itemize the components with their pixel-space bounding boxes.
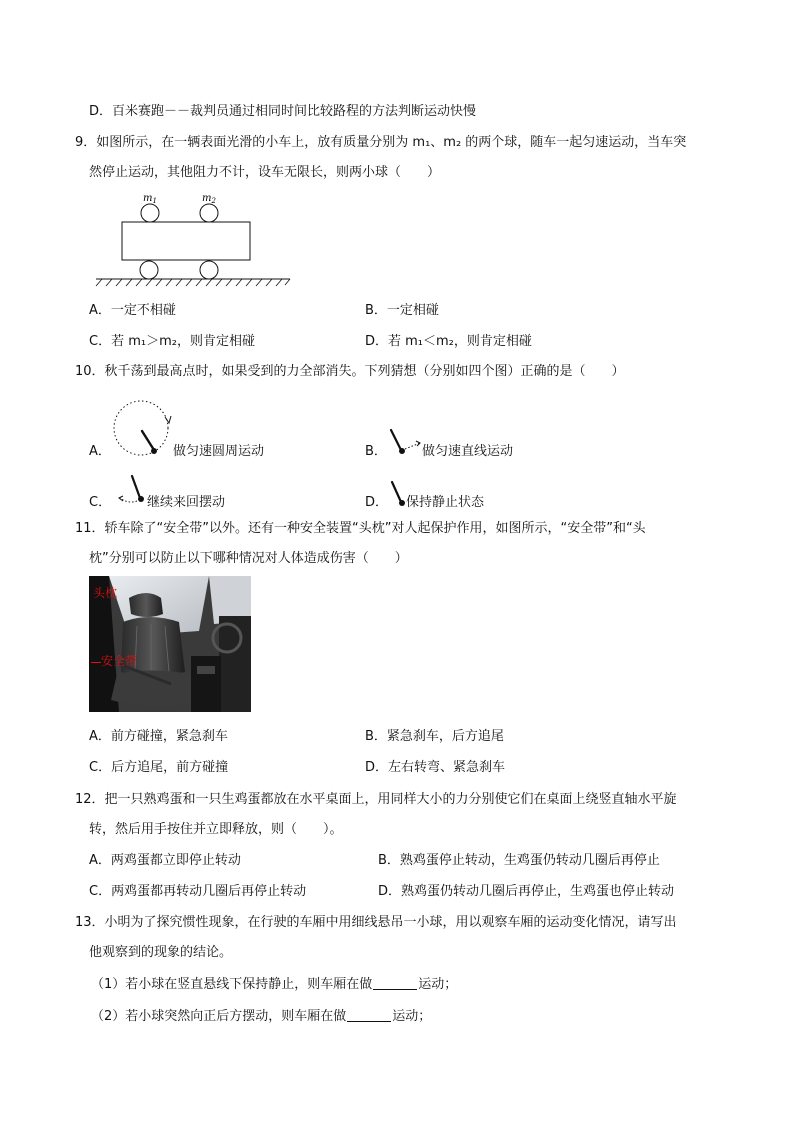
ground bbox=[96, 279, 290, 286]
q13-sub1-blank[interactable] bbox=[373, 976, 417, 990]
q9-option-a[interactable]: A．一定不相碰 bbox=[89, 303, 176, 318]
photo-label-seatbelt: 安全带 bbox=[101, 654, 138, 668]
q9-option-b[interactable]: B．一定相碰 bbox=[365, 303, 439, 318]
ball-m2-label: $m_2$ bbox=[202, 193, 216, 205]
q10-option-a-letter[interactable]: A． bbox=[89, 444, 111, 459]
q13-stem-line1: 13．小明为了探究惯性现象，在行驶的车厢中用细线悬吊一小球，用以观察车厢的运动变化情况，请写出 bbox=[75, 915, 677, 930]
ball-m1-label: $m_1$ bbox=[143, 193, 157, 205]
photo-label-seatbelt-line bbox=[91, 662, 101, 663]
car-seat-photo bbox=[89, 576, 251, 712]
wheel-right bbox=[200, 261, 218, 279]
q13-sub1 bbox=[91, 976, 457, 994]
q12-option-c[interactable]: C．两鸡蛋都再转动几圈后再停止转动 bbox=[89, 884, 307, 899]
photo-label-headrest: 头枕 bbox=[93, 586, 118, 600]
q9-stem-line1: 9．如图所示，在一辆表面光滑的小车上，放有质量分别为 m₁、m₂ 的两个球，随车一起匀速运动，当车突 bbox=[75, 135, 687, 150]
q13-sub2-before: （2）若小球突然向正后方摆动，则车厢在做 bbox=[91, 1009, 347, 1024]
q10-option-d-text: 保持静止状态 bbox=[406, 495, 485, 510]
q10-figure-a bbox=[112, 397, 174, 459]
q9-option-c[interactable]: C．若 m₁＞m₂，则肯定相碰 bbox=[89, 334, 255, 349]
q9-stem-line2: 然停止运动，其他阻力不计，设车无限长，则两小球（ ） bbox=[89, 165, 441, 180]
q12-stem-line1: 12．把一只熟鸡蛋和一只生鸡蛋都放在水平桌面上，用同样大小的力分别使它们在桌面上绕竖直轴水平旋 bbox=[75, 792, 677, 807]
q8-option-d: D．百米赛跑－－裁判员通过相同时间比较路程的方法判断运动快慢 bbox=[89, 104, 477, 119]
q11-stem-line2: 枕”分别可以防止以下哪种情况对人体造成伤害（ ） bbox=[89, 551, 408, 566]
q13-sub2 bbox=[91, 1008, 431, 1026]
q11-stem-line1: 11．轿车除了“安全带”以外。还有一种安全装置“头枕”对人起保护作用，如图所示，“安全带”和“头 bbox=[75, 521, 646, 536]
q13-sub1-after: 运动； bbox=[418, 977, 458, 992]
wheel-left bbox=[140, 261, 158, 279]
q12-option-a[interactable]: A．两鸡蛋都立即停止转动 bbox=[89, 853, 241, 868]
q12-option-d[interactable]: D．熟鸡蛋仍转动几圈后再停止，生鸡蛋也停止转动 bbox=[378, 884, 675, 899]
ball-m1 bbox=[141, 204, 159, 222]
q10-option-a-text: 做匀速圆周运动 bbox=[173, 444, 265, 459]
q9-option-d[interactable]: D．若 m₁＜m₂，则肯定相碰 bbox=[365, 334, 532, 349]
q10-option-d-letter[interactable]: D． bbox=[365, 495, 389, 510]
ball-m2 bbox=[200, 204, 218, 222]
q13-sub2-after: 运动； bbox=[392, 1009, 432, 1024]
q11-option-a[interactable]: A．前方碰撞，紧急刹车 bbox=[89, 729, 228, 744]
q12-option-b[interactable]: B．熟鸡蛋停止转动，生鸡蛋仍转动几圈后再停止 bbox=[378, 853, 660, 868]
q10-stem: 10．秋千荡到最高点时，如果受到的力全部消失。下列猜想（分别如四个图）正确的是（ ） bbox=[75, 364, 625, 379]
q13-sub1-before: （1）若小球在竖直悬线下保持静止，则车厢在做 bbox=[91, 977, 373, 992]
q9-cart-figure bbox=[92, 188, 294, 288]
q13-stem-line2: 他观察到的现象的结论。 bbox=[89, 945, 233, 960]
q11-option-d[interactable]: D．左右转弯、紧急刹车 bbox=[365, 760, 506, 775]
q11-option-b[interactable]: B．紧急刹车，后方追尾 bbox=[365, 729, 504, 744]
cart-body bbox=[122, 222, 250, 260]
q10-option-b-letter[interactable]: B． bbox=[365, 444, 387, 459]
q12-stem-line2: 转，然后用手按住并立即释放，则（ ）。 bbox=[89, 822, 343, 837]
q11-option-c[interactable]: C．后方追尾，前方碰撞 bbox=[89, 760, 229, 775]
q10-figure-c bbox=[114, 474, 150, 508]
q10-option-b-text: 做匀速直线运动 bbox=[422, 444, 514, 459]
q10-option-c-letter[interactable]: C． bbox=[89, 495, 112, 510]
q10-option-c-text: 继续来回摆动 bbox=[147, 495, 226, 510]
q13-sub2-blank[interactable] bbox=[347, 1008, 391, 1022]
q10-figure-b bbox=[388, 428, 424, 458]
